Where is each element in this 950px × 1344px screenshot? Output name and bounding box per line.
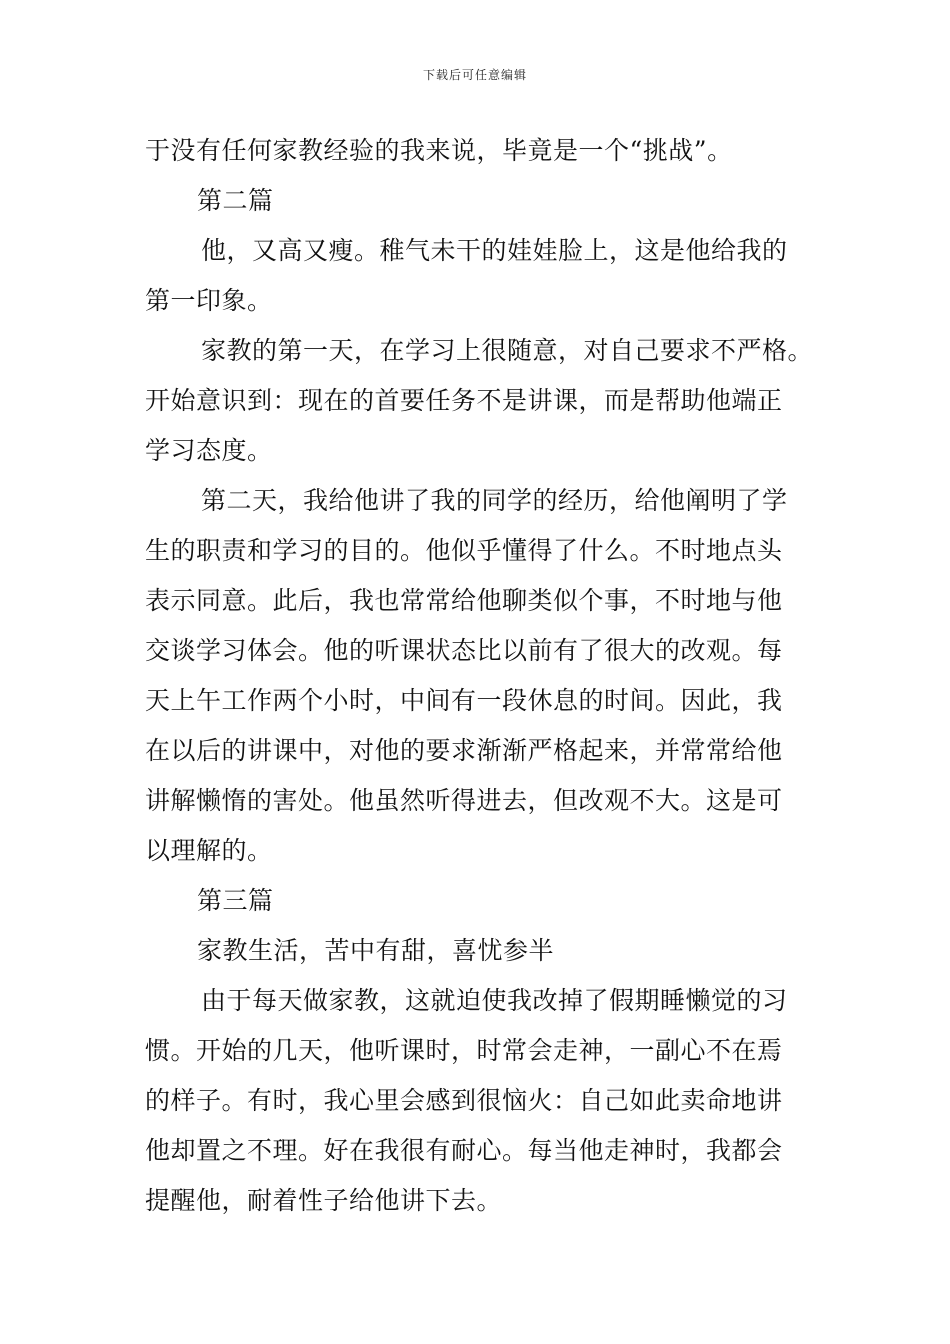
text-line: 在以后的讲课中，对他的要求渐渐严格起来，并常常给他 <box>145 736 783 765</box>
text-line: 的样子。有时，我心里会感到很恼火：自己如此卖命地讲 <box>145 1086 783 1115</box>
text-line: 讲解懒惰的害处。他虽然听得进去，但改观不大。这是可 <box>145 786 783 815</box>
text-line: 生的职责和学习的目的。他似乎懂得了什么。不时地点头 <box>145 536 783 565</box>
text-line: 学习态度。 <box>145 436 273 465</box>
text-line: 第二天，我给他讲了我的同学的经历，给他阐明了学 <box>201 486 788 515</box>
text-line: 开始意识到：现在的首要任务不是讲课，而是帮助他端正 <box>145 386 783 415</box>
text-line: 他却置之不理。好在我很有耐心。每当他走神时，我都会 <box>145 1136 783 1165</box>
text-line: 交谈学习体会。他的听课状态比以前有了很大的改观。每 <box>145 636 783 665</box>
text-line: 由于每天做家教，这就迫使我改掉了假期睡懒觉的习 <box>201 986 788 1015</box>
text-line: 家教的第一天，在学习上很随意，对自己要求不严格。 <box>201 336 814 365</box>
text-line: 惯。开始的几天，他听课时，时常会走神，一副心不在焉 <box>145 1036 783 1065</box>
text-line: 以理解的。 <box>145 836 273 865</box>
text-line: 于没有任何家教经验的我来说，毕竟是一个“挑战”。 <box>145 136 733 165</box>
page-header: 下载后可任意编辑 <box>422 68 527 82</box>
text-line: 表示同意。此后，我也常常给他聊类似个事，不时地与他 <box>145 586 783 615</box>
text-line: 第一印象。 <box>145 286 273 315</box>
section-heading: 第二篇 <box>197 186 274 215</box>
subheading: 家教生活，苦中有甜，喜忧参半 <box>197 936 555 965</box>
text-line: 他，又高又瘦。稚气未干的娃娃脸上，这是他给我的 <box>201 236 788 265</box>
document-body <box>145 126 815 1226</box>
section-heading: 第三篇 <box>197 886 274 915</box>
text-line: 提醒他，耐着性子给他讲下去。 <box>145 1186 503 1215</box>
text-line: 天上午工作两个小时，中间有一段休息的时间。因此，我 <box>145 686 783 715</box>
